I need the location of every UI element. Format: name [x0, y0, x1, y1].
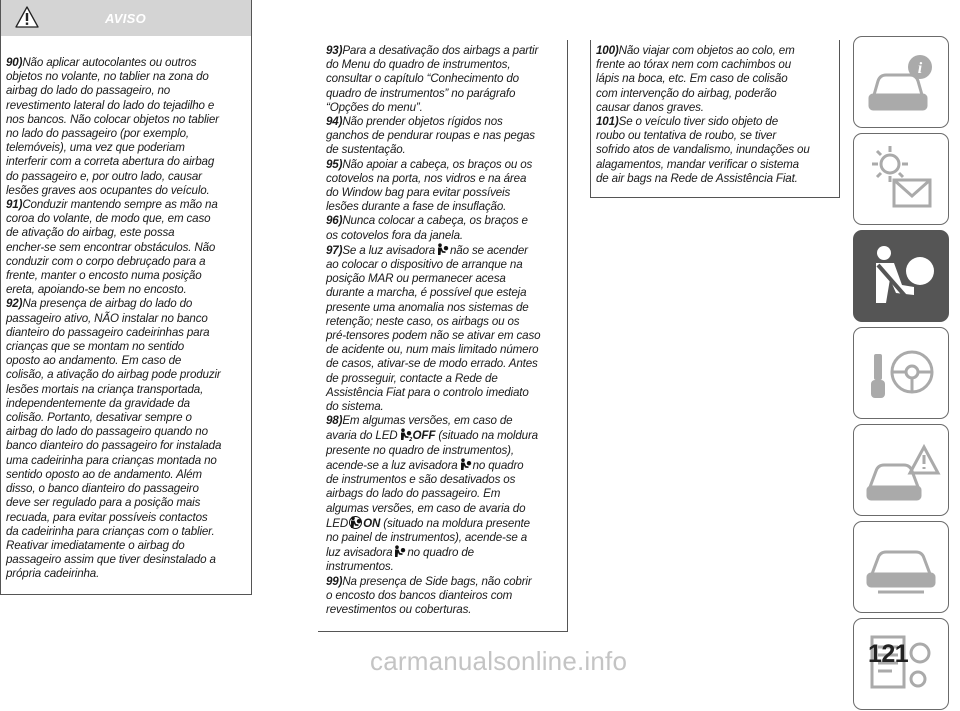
- note-text: oposto ao andamento. Em caso de: [6, 354, 182, 368]
- note-text: no quadro de: [407, 546, 474, 560]
- note-number: 93): [326, 44, 343, 57]
- note-line: [326, 428, 561, 443]
- note-line: [326, 473, 561, 487]
- note-line: [6, 312, 246, 326]
- note-line: [6, 84, 246, 98]
- note-line: [326, 357, 561, 371]
- note-text: lesões mortais na criança transportada,: [6, 382, 204, 396]
- note-text: independentemente da gravidade da: [6, 396, 190, 410]
- note-line: [6, 425, 246, 439]
- note-text: interferir com a correta abertura do airbag: [6, 155, 215, 169]
- page-number: 121: [868, 640, 909, 668]
- note-text: durante a marcha, é possível que esteja: [326, 286, 527, 300]
- note-number: 98): [326, 414, 343, 428]
- note-line: [326, 101, 561, 115]
- note-line: [326, 531, 561, 545]
- note-text: Não aplicar autocolantes ou outros: [22, 56, 197, 69]
- led-label: ON: [363, 516, 381, 530]
- note-text: ganchos de pendurar roupas e nas pegas: [326, 129, 535, 143]
- note-line: [326, 343, 561, 357]
- note-number: 92): [6, 297, 23, 311]
- warning-lights-icon: [854, 134, 950, 226]
- note-line: [326, 560, 561, 574]
- note-text: conduzir com o corpo debruçado para a: [6, 254, 206, 268]
- note-line: [6, 70, 246, 84]
- note-text: deve ser regulado para a posição mais: [6, 496, 201, 510]
- tab-car-info[interactable]: [853, 36, 949, 128]
- note-line: [6, 184, 246, 198]
- note-line: [326, 186, 561, 200]
- note-text: frente ao tórax nem com cachimbos ou: [596, 58, 792, 72]
- note-line-start: [326, 414, 561, 428]
- key-steering-wheel-icon: [854, 328, 950, 420]
- note-text: revestimentos ou coberturas.: [326, 602, 472, 616]
- tab-starting-driving[interactable]: [853, 327, 949, 419]
- note-line: [6, 170, 246, 184]
- note-text: não se acender: [450, 243, 528, 257]
- airbag-off-icon: [399, 428, 412, 444]
- note-line: [326, 589, 561, 603]
- note-text: passageiro assim que tiver desinstalado a: [6, 553, 216, 567]
- note-text: banco dianteiro do passageiro for instalada: [6, 439, 222, 453]
- note-text: de acidente ou, num mais limitado número: [326, 343, 539, 357]
- note-line: [326, 172, 561, 186]
- note-line: [326, 87, 561, 101]
- note-text: passageiro ativo, NÃO instalar no banco: [6, 311, 208, 325]
- note-text: roubo ou tentativa de roubo, se tiver: [596, 129, 777, 143]
- note-text: algumas versões, em caso de avaria do: [326, 501, 526, 515]
- note-line-start: [326, 158, 561, 172]
- warning-triangle-icon: [15, 6, 39, 28]
- note-line: [326, 315, 561, 329]
- note-line: [6, 397, 246, 411]
- note-line-start: [6, 297, 246, 311]
- note-line: [326, 229, 561, 243]
- note-line: [6, 212, 246, 226]
- note-text: no lado do passageiro (por exemplo,: [6, 127, 189, 141]
- led-label: OFF: [412, 429, 436, 443]
- note-line-start: [6, 198, 246, 212]
- note-line: [6, 383, 246, 397]
- note-text: lápis na boca, etc. Em caso de colisão: [596, 72, 788, 86]
- note-line: [326, 258, 561, 272]
- note-line: [6, 141, 246, 155]
- watermark: carmanualsonline.info: [370, 646, 628, 676]
- svg-text:i: i: [917, 60, 923, 77]
- note-text: uma cadeirinha para crianças montada no: [6, 453, 217, 467]
- aviso-banner: [1, 0, 251, 36]
- note-line-start: [326, 115, 561, 129]
- note-text: sofrido atos de vandalismo, inundações ou: [596, 143, 810, 157]
- note-line: [596, 172, 833, 186]
- note-number: 90): [6, 56, 23, 69]
- note-line: [6, 553, 246, 567]
- note-text: encher-se sem encontrar obstáculos. Não: [6, 240, 216, 254]
- note-line: [6, 99, 246, 113]
- note-line-start: [326, 575, 561, 589]
- note-text: sentido oposto ao de andamento. Além: [6, 467, 202, 481]
- note-line: [596, 101, 833, 115]
- note-text: o encosto dos bancos dianteiros com: [326, 588, 513, 602]
- note-line: [6, 454, 246, 468]
- note-text: colisão, a ativação do airbag pode produzir: [6, 368, 221, 382]
- note-line: [326, 143, 561, 157]
- tab-emergency[interactable]: [853, 424, 949, 516]
- note-line: [6, 113, 246, 127]
- note-text: Reativar imediatamente o airbag do: [6, 538, 185, 552]
- note-line: [6, 567, 246, 581]
- note-text: crianças que se montam no sentido: [6, 340, 185, 354]
- note-line: [6, 241, 246, 255]
- note-text: do Window bag para evitar possíveis: [326, 186, 511, 200]
- note-line-start: [326, 44, 561, 58]
- note-number: 91): [6, 198, 23, 212]
- note-text: dianteiro do passageiro cadeirinhas para: [6, 325, 210, 339]
- note-line: [326, 129, 561, 143]
- note-line: [6, 368, 246, 382]
- note-line: [596, 129, 833, 143]
- note-line: [326, 58, 561, 72]
- note-text: Conduzir mantendo sempre as mão na: [22, 198, 218, 212]
- note-text: de prosseguir, contacte a Rede de: [326, 371, 498, 385]
- note-line: [326, 487, 561, 501]
- note-line-start: [326, 214, 561, 228]
- note-text: ereta, apoiando-se bem no encosto.: [6, 283, 187, 297]
- notes-column-2: [318, 40, 568, 632]
- note-line: [326, 372, 561, 386]
- note-text: quadro de instrumentos” no parágrafo: [326, 86, 516, 100]
- note-number: 94): [326, 115, 343, 129]
- note-text: Se a luz avisadora: [342, 243, 435, 257]
- note-line: [6, 411, 246, 425]
- note-text: (situado na moldura presente: [383, 516, 530, 530]
- aviso-title: AVISO: [105, 11, 146, 26]
- note-text: do passageiro e, por outro lado, causar: [6, 169, 202, 183]
- note-line: [326, 286, 561, 300]
- svg-text:2: 2: [408, 437, 412, 444]
- note-text: consultar o capítulo “Conhecimento do: [326, 72, 519, 86]
- note-text: Assistência Fiat para o controlo imediato: [326, 385, 529, 399]
- note-line: [6, 496, 246, 510]
- note-text: cotovelos na porta, nos vidros e na área: [326, 171, 527, 185]
- note-text: com intervenção do airbag, poderão: [596, 86, 777, 100]
- note-line: [326, 603, 561, 617]
- note-text: no painel de instrumentos), acende-se a: [326, 530, 528, 544]
- note-line-start: [326, 243, 561, 258]
- note-text: alagamentos, mandar verificar o sistema: [596, 157, 799, 171]
- note-text: (situado na moldura: [438, 429, 538, 443]
- note-text: revestimento lateral do lado do tejadilho e: [6, 98, 215, 112]
- note-line: [6, 354, 246, 368]
- note-text: nos bancos. Não colocar objetos no tablier: [6, 112, 219, 126]
- note-line: [6, 326, 246, 340]
- breakdown-icon: [854, 425, 950, 517]
- note-line-start: [596, 115, 833, 129]
- note-text: instrumentos.: [326, 560, 394, 574]
- note-text: de sustentação.: [326, 143, 406, 157]
- note-text: ao colocar o dispositivo de arranque na: [326, 258, 523, 272]
- note-line: [326, 200, 561, 214]
- note-number: 96): [326, 214, 343, 228]
- airbag-icon: [459, 458, 472, 471]
- note-number: 95): [326, 157, 343, 171]
- note-text: do Menu do quadro de instrumentos,: [326, 58, 511, 72]
- note-text: presente no quadro de instrumentos),: [326, 443, 514, 457]
- note-line: [6, 468, 246, 482]
- note-text: Não viajar com objetos ao colo, em: [618, 44, 795, 57]
- note-line: [326, 545, 561, 560]
- note-text: pré-tensores podem não se ativar em caso: [326, 329, 541, 343]
- note-line: [6, 340, 246, 354]
- note-number: 100): [596, 44, 619, 57]
- note-line: [326, 502, 561, 516]
- note-text: lesões graves aos ocupantes do veículo.: [6, 183, 210, 197]
- note-number: 99): [326, 574, 343, 588]
- note-line: [6, 439, 246, 453]
- note-text: airbags do lado do passageiro. Em: [326, 487, 501, 501]
- aviso-notes: [1, 36, 251, 582]
- note-text: telemóveis), uma vez que poderiam: [6, 141, 185, 155]
- note-line: [326, 301, 561, 315]
- note-line: [6, 511, 246, 525]
- note-text: própria cadeirinha.: [6, 567, 100, 581]
- note-line: [6, 127, 246, 141]
- note-text: avaria do LED: [326, 429, 398, 443]
- note-line: [326, 516, 561, 531]
- note-text: acende-se a luz avisadora: [326, 458, 458, 472]
- note-text: airbag do lado do passageiro quando no: [6, 425, 208, 439]
- note-line: [326, 329, 561, 343]
- note-line-start: [596, 44, 833, 58]
- note-line: [6, 226, 246, 240]
- note-line: [326, 444, 561, 458]
- note-text: no quadro: [472, 458, 524, 472]
- note-text: Na presença de airbag do lado do: [22, 297, 193, 311]
- car-info-icon: [854, 37, 950, 129]
- note-text: airbag do lado do passageiro, no: [6, 84, 171, 98]
- note-line: [326, 72, 561, 86]
- note-text: lesões durante a fase de insuflação.: [326, 200, 507, 214]
- note-line: [596, 58, 833, 72]
- note-text: retenção; neste caso, os airbags ou os: [326, 314, 520, 328]
- note-text: coroa do volante, de modo que, em caso: [6, 212, 211, 226]
- seatbelt-airbag-icon: [854, 231, 950, 323]
- note-text: Na presença de Side bags, não cobrir: [342, 574, 532, 588]
- note-number: 97): [326, 243, 343, 257]
- notes-column-3: [590, 40, 840, 198]
- airbag-icon: [393, 545, 406, 558]
- note-text: “Opções do menu”.: [326, 100, 423, 114]
- note-line: [6, 482, 246, 496]
- note-text: de instrumentos e são desativados os: [326, 473, 516, 487]
- note-line-start: [6, 56, 246, 70]
- note-line: [596, 87, 833, 101]
- note-text: luz avisadora: [326, 546, 393, 560]
- note-line: [6, 283, 246, 297]
- note-line: [596, 72, 833, 86]
- note-text: Se o veículo tiver sido objeto de: [618, 115, 779, 129]
- note-line: [596, 143, 833, 157]
- airbag-on-icon: [349, 516, 362, 529]
- tab-maintenance[interactable]: [853, 521, 949, 613]
- note-text: da cadeirinha para crianças com o tablier.: [6, 524, 215, 538]
- note-line: [596, 158, 833, 172]
- note-line: [326, 386, 561, 400]
- note-text: frente, manter o encosto numa posição: [6, 269, 202, 283]
- note-text: Nunca colocar a cabeça, os braços e: [342, 214, 528, 228]
- note-text: LED: [326, 516, 349, 530]
- note-text: de casos, ativar-se de modo errado. Antes: [326, 357, 538, 371]
- note-line: [326, 458, 561, 473]
- note-text: de ativação do airbag, este possa: [6, 226, 175, 240]
- note-text: Não prender objetos rígidos nos: [342, 115, 503, 129]
- note-text: objetos no volante, no tablier na zona do: [6, 70, 209, 84]
- note-text: recuada, para evitar possíveis contactos: [6, 510, 208, 524]
- note-text: de air bags na Rede de Assistência Fiat.: [596, 171, 798, 185]
- car-lift-icon: [854, 522, 950, 614]
- tab-dashboard-warning[interactable]: [853, 133, 949, 225]
- note-line: [6, 525, 246, 539]
- note-text: Em algumas versões, em caso de: [342, 414, 513, 428]
- note-text: disso, o banco dianteiro do passageiro: [6, 482, 199, 496]
- note-text: do sistema.: [326, 400, 384, 414]
- note-text: presente uma anomalia nos sistemas de: [326, 300, 529, 314]
- note-text: posição MAR ou permanecer acesa: [326, 272, 506, 286]
- note-number: 101): [596, 115, 619, 129]
- note-line: [6, 155, 246, 169]
- note-text: Não apoiar a cabeça, os braços ou os: [342, 157, 533, 171]
- note-text: os cotovelos fora da janela.: [326, 228, 463, 242]
- note-line: [326, 272, 561, 286]
- airbag-icon: [436, 243, 449, 256]
- note-line: [6, 539, 246, 553]
- note-text: Para a desativação dos airbags a partir: [342, 44, 539, 57]
- note-text: causar danos graves.: [596, 100, 704, 114]
- tab-safety[interactable]: [853, 230, 949, 322]
- note-line: [6, 269, 246, 283]
- note-line: [326, 400, 561, 414]
- note-text: colisão. Portanto, desativar sempre o: [6, 411, 192, 425]
- note-line: [6, 255, 246, 269]
- aviso-box: [0, 0, 252, 595]
